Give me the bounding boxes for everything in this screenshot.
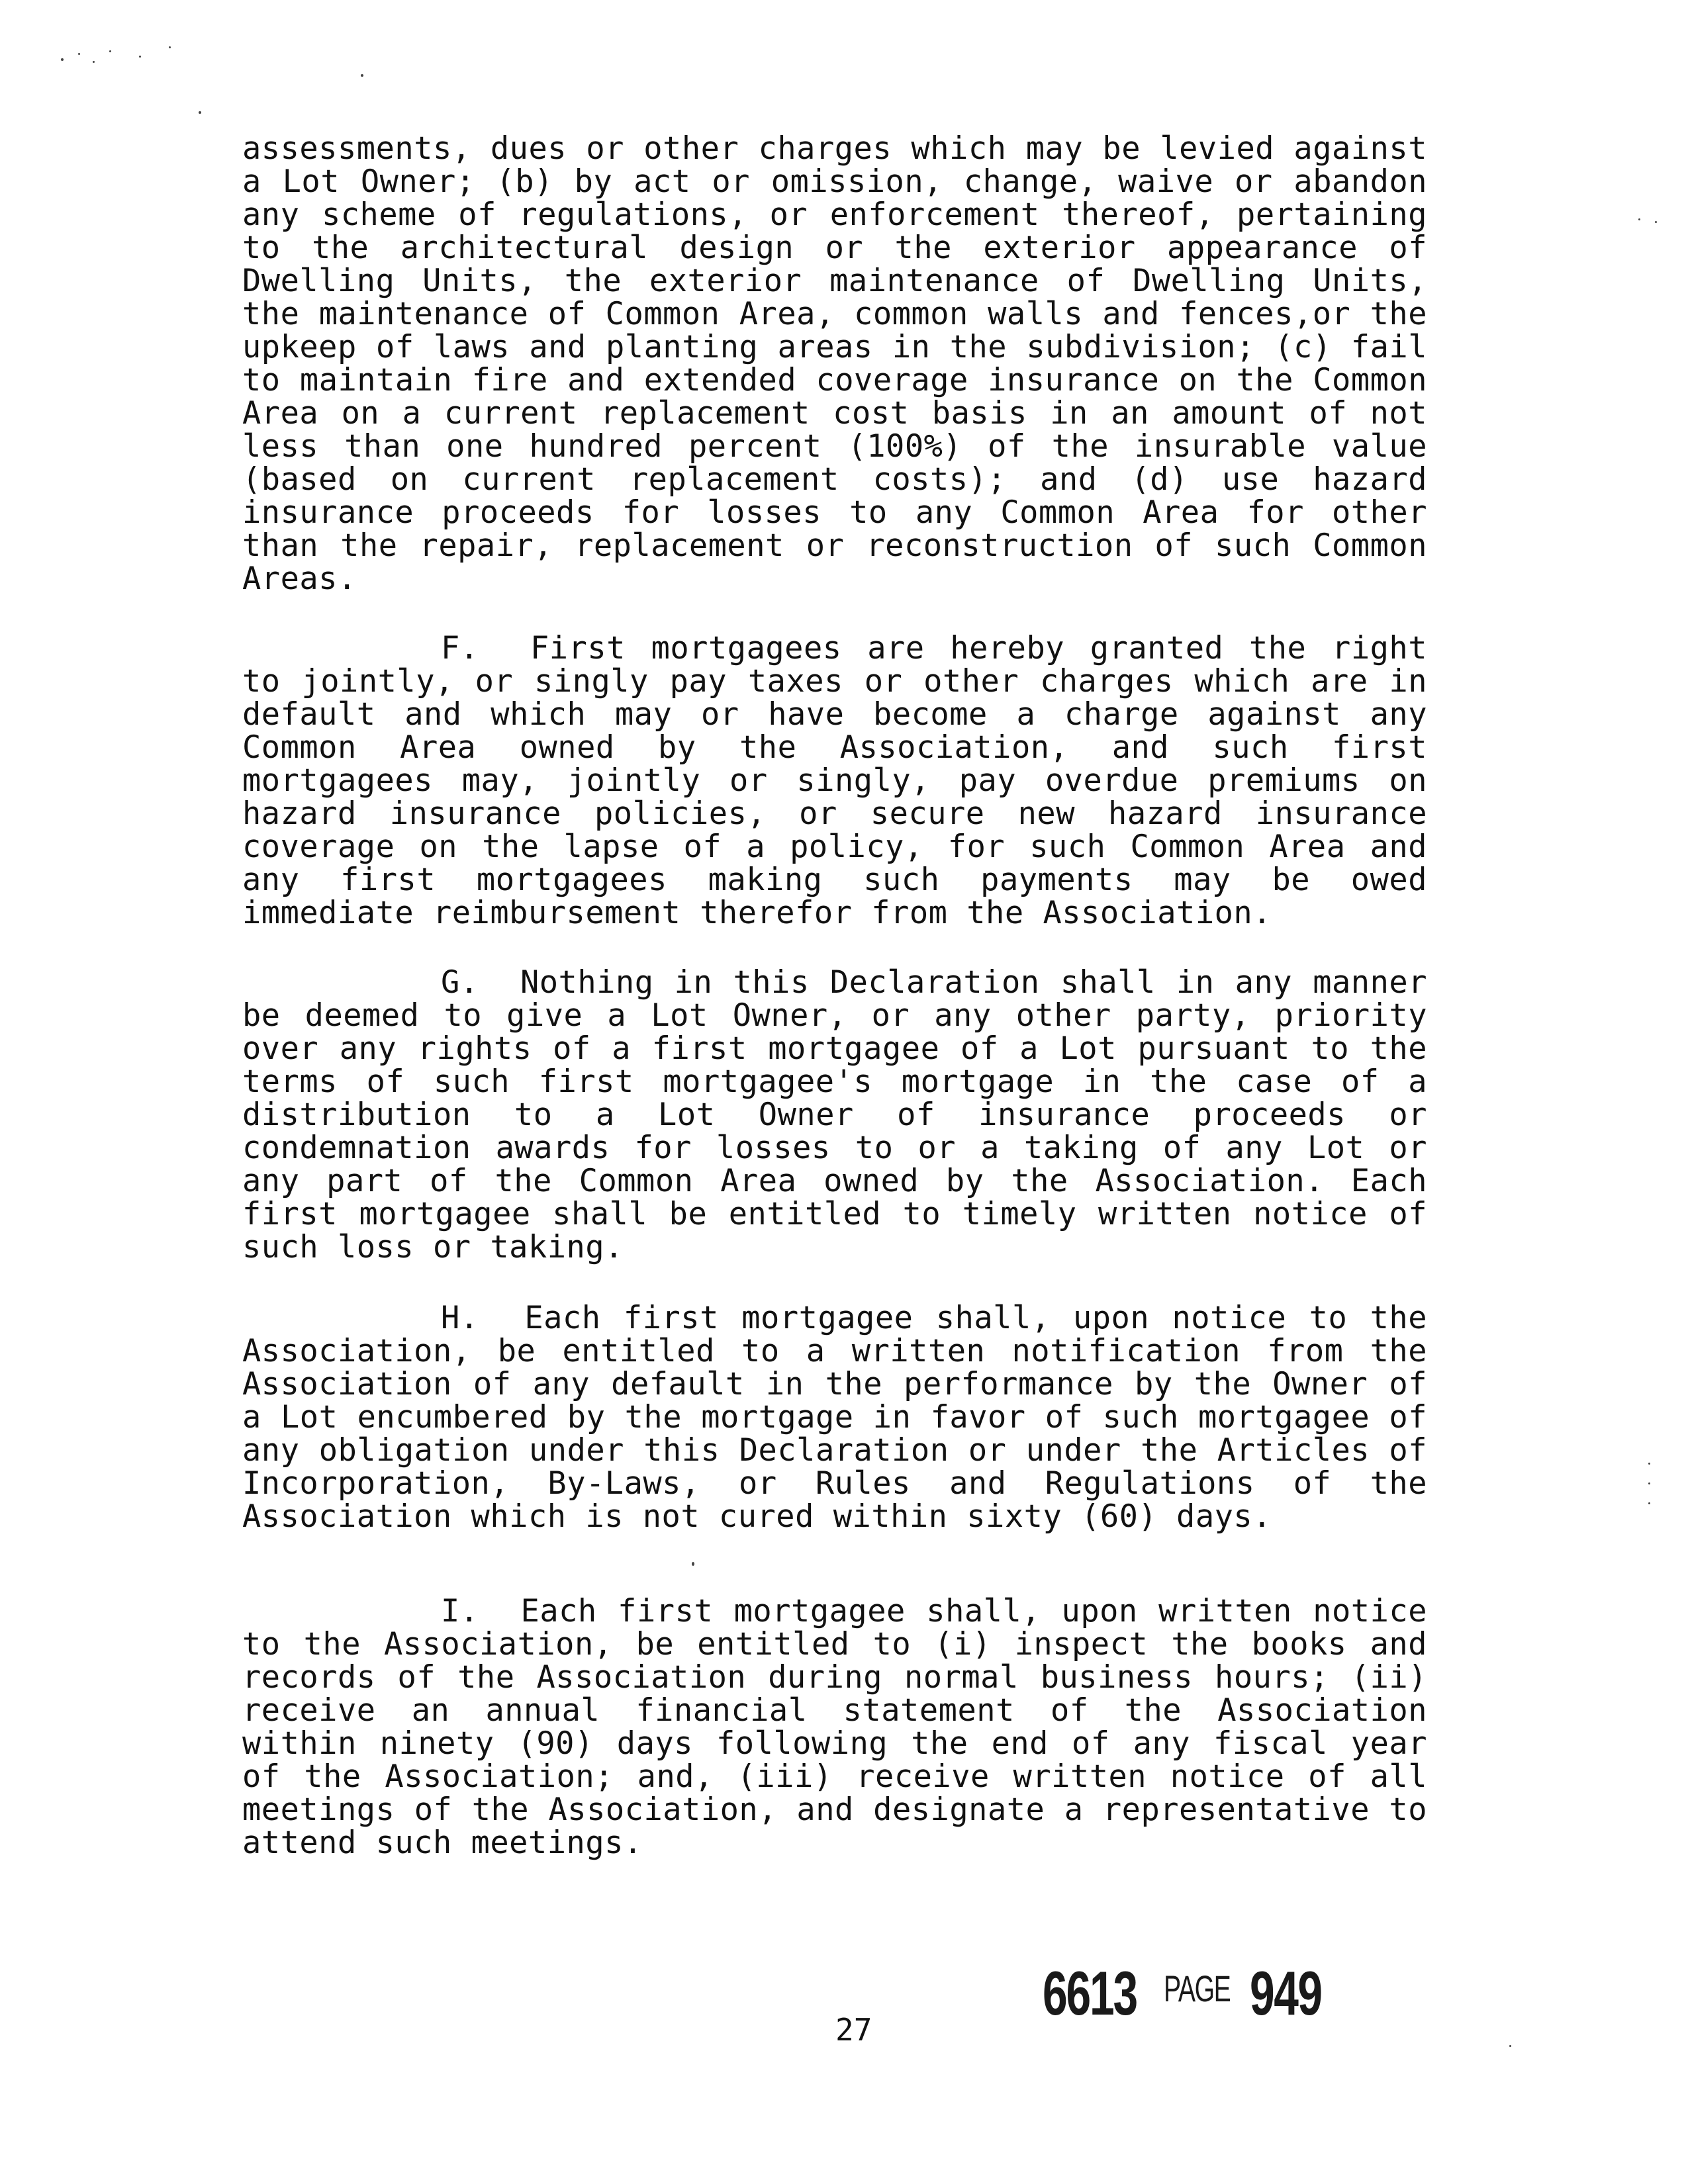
scan-speck xyxy=(169,46,171,48)
paragraph-text: First mortgagees are hereby granted the right to jointly, or singly pay taxes or other charges which are in default and which may or have become a charge against any Common Area owned by the Association, and such first mortgagees may, jointly or singly, pay overdue premiums on hazard insurance policies, or secure new hazard insurance coverage on the lapse of a policy, for such Common Area and any first mortgagees making such payments may be owed immediate reimbursement therefor from the Association. xyxy=(242,630,1428,931)
scan-speck xyxy=(139,56,141,58)
scan-speck xyxy=(692,1562,694,1566)
recording-stamp xyxy=(1043,1958,1322,2029)
paragraph-text: assessments, dues or other charges which may be levied against a Lot Owner; (b) by act or omission, change, waive or abandon any scheme of regulations, or enforcement thereof, pertaining to the architectural design or the exterior appearance of Dwelling Units, the exterior maintenance of Dwelling Units, the maintenance of Common Area, common walls and fences,or the upkeep of laws and planting areas in the subdivision; (c) fail to maintain fire and extended coverage insurance on the Common Area on a current replacement cost basis in an amount of not less than one hundred percent (100%) of the insurable value (based on current replacement costs); and (d) use hazard insurance proceeds for losses to any Common Area for other than the repair, replacement or reconstruction of such Common Areas. xyxy=(242,130,1427,597)
scan-speck xyxy=(109,50,111,52)
scan-speck xyxy=(1509,2045,1511,2047)
paragraph-label: H. xyxy=(441,1300,479,1336)
paragraph-g xyxy=(242,966,1427,1264)
scan-speck xyxy=(199,111,201,114)
paragraph-text: Each first mortgagee shall, upon notice to the Association, be entitled to a written notification from the Association of any default in the performance by the Owner of a Lot encumbered by the mortgage in favor of such mortgagee of any obligation under this Declaration or under the Articles of Incorporation, By-Laws, or Rules and Regulations of the Association which is not cured within sixty (60) days. xyxy=(242,1300,1428,1535)
paragraph-h xyxy=(242,1302,1427,1533)
paragraph-i xyxy=(242,1595,1427,1860)
stamp-page-number: 949 xyxy=(1250,1958,1322,2028)
paragraph-label: G. xyxy=(441,964,479,1001)
paragraph-text: Each first mortgagee shall, upon written notice to the Association, be entitled to (i) inspect the books and records of the Association during normal business hours; (ii) receive an annual financial statement of the Association within ninety (90) days following the end of any fiscal year of the Association; and, (iii) receive written notice of all meetings of the Association, and designate a representative to attend such meetings. xyxy=(242,1593,1427,1861)
scan-speck xyxy=(1648,1463,1650,1465)
paragraph-text: Nothing in this Declaration shall in any manner be deemed to give a Lot Owner, or any other party, priority over any rights of a first mortgagee of a Lot pursuant to the terms of such first mortgagee's mortgage in the case of a distribution to a Lot Owner of insurance proceeds or condemnation awards for losses to or a taking of any Lot or any part of the Common Area owned by the Association. Each first mortgagee shall be entitled to timely written notice of such loss or taking. xyxy=(242,964,1427,1265)
stamp-book-number: 6613 xyxy=(1043,1958,1137,2028)
scan-speck xyxy=(1638,218,1640,220)
paragraph-continuation xyxy=(242,132,1427,596)
scan-speck xyxy=(1655,221,1657,223)
paragraph-f xyxy=(242,632,1427,930)
scan-speck xyxy=(61,58,64,61)
page-number: 27 xyxy=(835,2012,872,2048)
paragraph-label: I. xyxy=(441,1593,479,1629)
paragraph-label: F. xyxy=(441,630,479,666)
stamp-page-word: PAGE xyxy=(1164,1968,1231,2009)
scan-speck xyxy=(361,74,363,77)
scan-speck xyxy=(1648,1502,1650,1504)
scan-speck xyxy=(78,53,80,55)
scan-speck xyxy=(1648,1482,1650,1484)
scan-speck xyxy=(93,61,95,63)
